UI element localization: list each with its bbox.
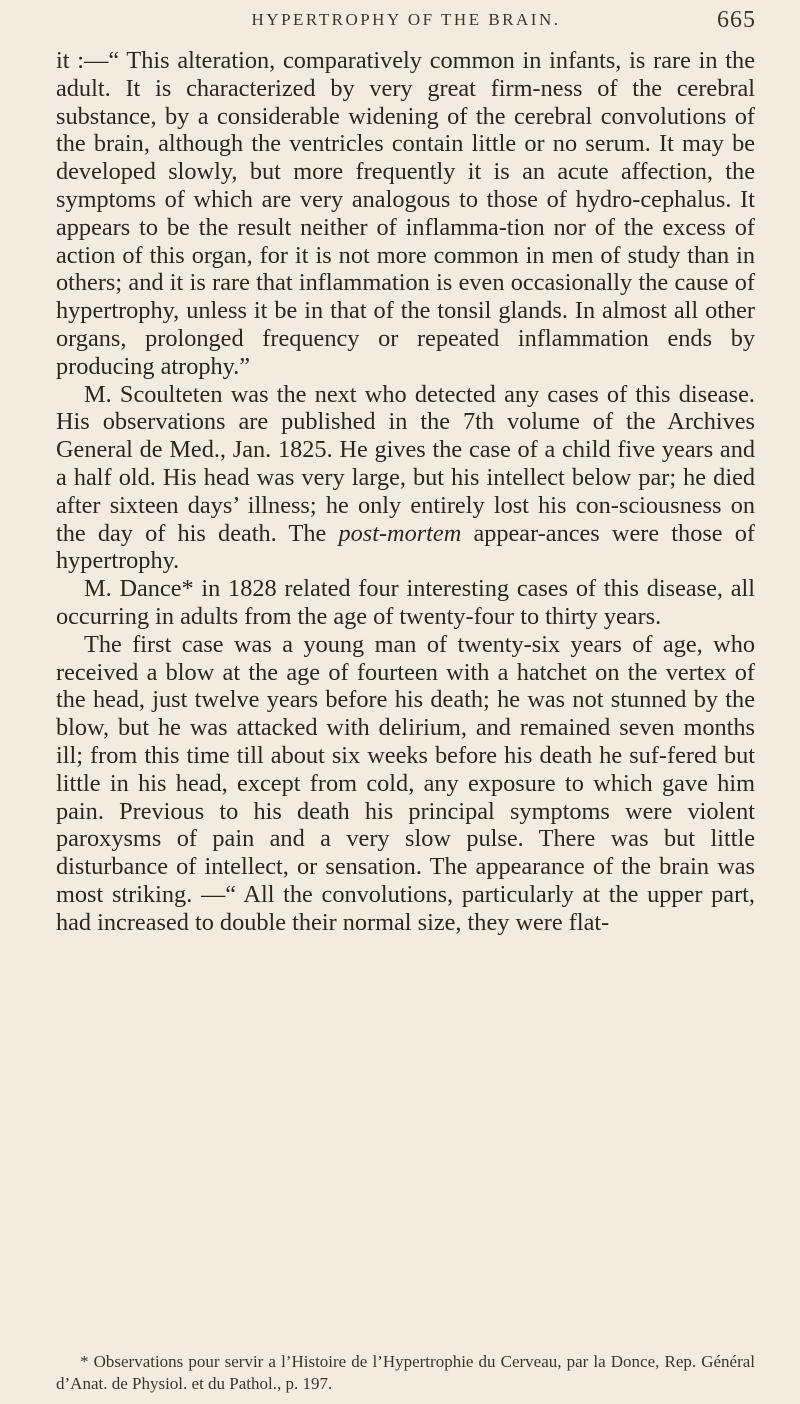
running-head — [56, 7, 756, 38]
body-text — [56, 47, 755, 937]
paragraph-text: it :—“ This alteration, comparatively common in infants, is rare in the adult. It is characterized by very great firm-ness of the cerebral substance, by a considerable widening of the cerebral convolutions of the brain, although the ventricles contain little or no serum. It may be developed slowly, but more frequently it is an acute affection, the symptoms of which are very analogous to those of hydro-cephalus. It appears to be the result neither of inflamma-tion nor of the excess of action of this organ, for it is not more common in men of study than in others; and it is rare that inflammation is even occasionally the cause of hypertrophy, unless it be in that of the tonsil glands. In almost all other organs, prolonged frequency or repeated inflammation ends by producing atrophy.” — [56, 47, 755, 380]
paragraph-text: M. Dance* in 1828 related four interesting cases of this disease, all occurring in adults from the age of twenty-four to thirty years. — [56, 575, 755, 630]
paragraph-dance — [56, 575, 755, 631]
paragraph-scoulteten — [56, 381, 755, 576]
footnote: * Observations pour servir a l’Histoire de l’Hypertrophie du Cerveau, par la Donce, Rep. Général d’Anat. de Physiol. et du Pathol., p. 197. — [56, 1352, 755, 1393]
paragraph-text: appear-ances were those of hypertrophy. — [56, 519, 755, 575]
paragraph-text: M. Scoulteten was the next who detected any cases of this disease. His observations are published in the 7th volume of the Archives General de Med., Jan. 1825. He gives the case of a child five years and a half old. His head was very large, but his intellect below par; he died after sixteen days’ illness; he only entirely lost his con-sciousness on the day of his death. The — [56, 380, 755, 547]
italic-term: post-mortem — [338, 519, 462, 547]
running-title: HYPERTROPHY OF THE BRAIN. — [251, 10, 561, 29]
paragraph-first-case — [56, 631, 755, 937]
page-number: 665 — [717, 7, 756, 33]
paragraph-quote-continuation — [56, 47, 755, 381]
paragraph-text: The first case was a young man of twenty-six years of age, who received a blow at the age of fourteen with a hatchet on the vertex of the head, just twelve years before his death; he was not stunned by the blow, but he was attacked with delirium, and remained seven months ill; from this time till about six weeks before his death he suf-fered but little in his head, except from cold, any exposure to which gave him pain. Previous to his death his principal symptoms were violent paroxysms of pain and a very slow pulse. There was but little disturbance of intellect, or sensation. The appearance of the brain was most striking. —“ All the convolutions, particularly at the upper part, had increased to double their normal size, they were flat- — [56, 630, 755, 936]
